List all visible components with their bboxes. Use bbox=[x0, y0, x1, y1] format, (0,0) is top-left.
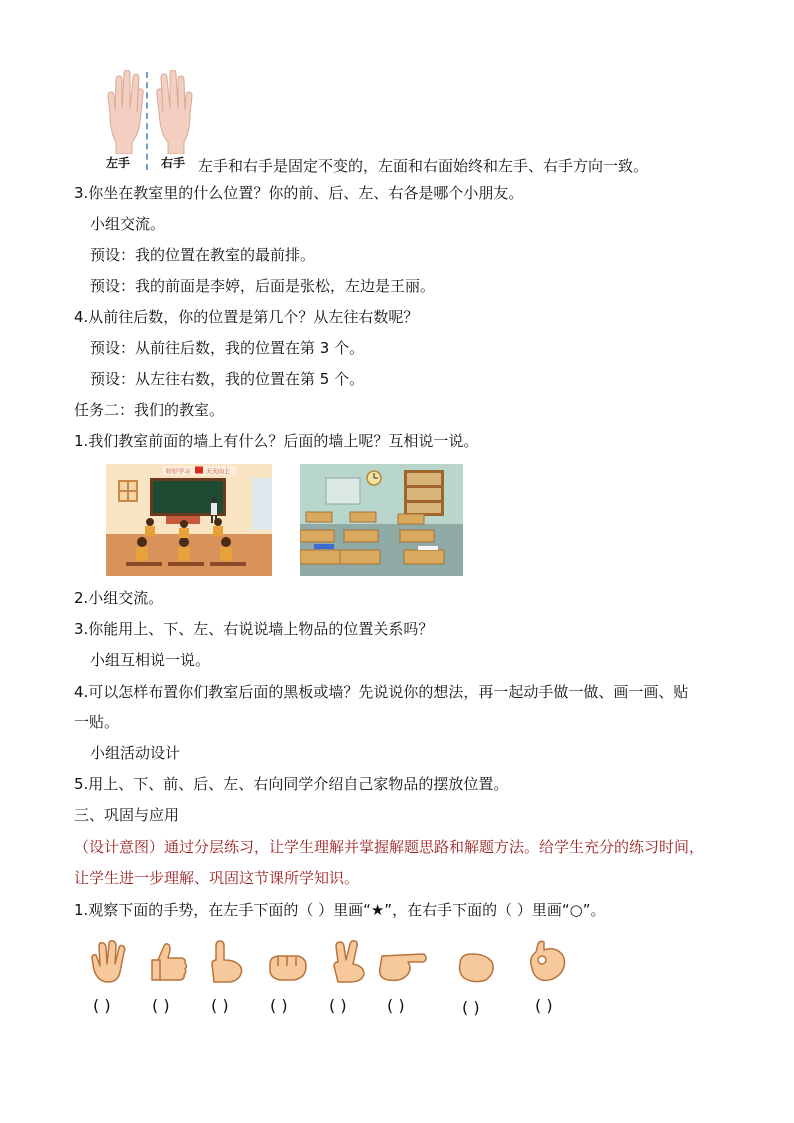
answer-blank-5[interactable]: ( ) bbox=[329, 996, 347, 1015]
right-hand-caption: 右手 bbox=[161, 156, 186, 170]
question-3-group: 小组交流。 bbox=[90, 215, 166, 233]
question-4-preset-1: 预设：从前往后数，我的位置在第 3 个。 bbox=[90, 339, 365, 357]
exercise-1: 1.观察下面的手势，在左手下面的（ ）里画“★”，在右手下面的（ ）里画“○”。 bbox=[74, 901, 606, 919]
task-2-item-3-group: 小组互相说一说。 bbox=[90, 651, 211, 669]
question-3-preset-1: 预设：我的位置在教室的最前排。 bbox=[90, 246, 316, 264]
gesture-6-pointing-right-icon bbox=[380, 954, 426, 980]
question-3: 3.你坐在教室里的什么位置？你的前、后、左、右各是哪个小朋友。 bbox=[74, 184, 524, 202]
gesture-2-thumbs-up-icon bbox=[158, 944, 187, 980]
answer-blank-7[interactable]: ( ) bbox=[462, 998, 480, 1017]
answer-blank-4[interactable]: ( ) bbox=[270, 996, 288, 1015]
task-2-heading: 任务二：我们的教室。 bbox=[74, 401, 225, 419]
task-2-item-4-line-1: 4.可以怎样布置你们教室后面的黑板或墙？先说说你的想法，再一起动手做一做、画一画、贴 bbox=[74, 683, 689, 701]
answer-blank-1[interactable]: ( ) bbox=[93, 996, 111, 1015]
question-4-preset-2: 预设：从左往右数，我的位置在第 5 个。 bbox=[90, 370, 365, 388]
banner-right: 天天向上 bbox=[206, 468, 231, 476]
section-3-heading: 三、巩固与应用 bbox=[74, 806, 180, 824]
task-2-item-3: 3.你能用上、下、左、右说说墙上物品的位置关系吗？ bbox=[74, 620, 434, 638]
hands-divider-line bbox=[146, 72, 148, 170]
design-intent-line-2: 让学生进一步理解、巩固这节课所学知识。 bbox=[74, 869, 360, 887]
answer-blank-8[interactable]: ( ) bbox=[535, 996, 553, 1015]
answer-blank-2[interactable]: ( ) bbox=[152, 996, 170, 1015]
task-2-item-4-line-2: 一贴。 bbox=[74, 713, 120, 731]
gesture-7-fist-side-icon bbox=[460, 954, 494, 982]
gesture-8-ok-icon bbox=[531, 941, 565, 980]
task-2-item-4-group: 小组活动设计 bbox=[90, 744, 181, 762]
question-4: 4.从前往后数，你的位置是第几个？从左往右数呢？ bbox=[74, 308, 419, 326]
answer-blank-6[interactable]: ( ) bbox=[387, 996, 405, 1015]
task-2-item-1: 1.我们教室前面的墙上有什么？后面的墙上呢？互相说一说。 bbox=[74, 432, 479, 450]
classroom-back-image bbox=[300, 464, 463, 576]
classroom-front-image bbox=[106, 464, 272, 576]
gesture-4-fist-icon bbox=[270, 956, 306, 980]
gesture-5-victory-icon bbox=[334, 941, 364, 982]
answer-blank-3[interactable]: ( ) bbox=[211, 996, 229, 1015]
banner-left: 好好学习 bbox=[166, 468, 191, 476]
gesture-1-open-palm-icon bbox=[92, 941, 125, 982]
left-right-hands-image bbox=[102, 70, 198, 154]
task-2-item-5: 5.用上、下、前、后、左、右向同学介绍自己家物品的摆放位置。 bbox=[74, 775, 509, 793]
hand-gestures-image bbox=[88, 940, 588, 988]
task-2-item-2: 2.小组交流。 bbox=[74, 589, 164, 607]
question-3-preset-2: 预设：我的前面是李婷，后面是张松，左边是王丽。 bbox=[90, 277, 436, 295]
design-intent-line-1: （设计意图）通过分层练习，让学生理解并掌握解题思路和解题方法。给学生充分的练习时间， bbox=[74, 838, 705, 856]
left-hand-caption: 左手 bbox=[106, 156, 131, 170]
gesture-3-pointing-up-icon bbox=[212, 941, 242, 982]
hands-note: 左手和右手是固定不变的，左面和右面始终和左手、右手方向一致。 bbox=[198, 157, 649, 175]
